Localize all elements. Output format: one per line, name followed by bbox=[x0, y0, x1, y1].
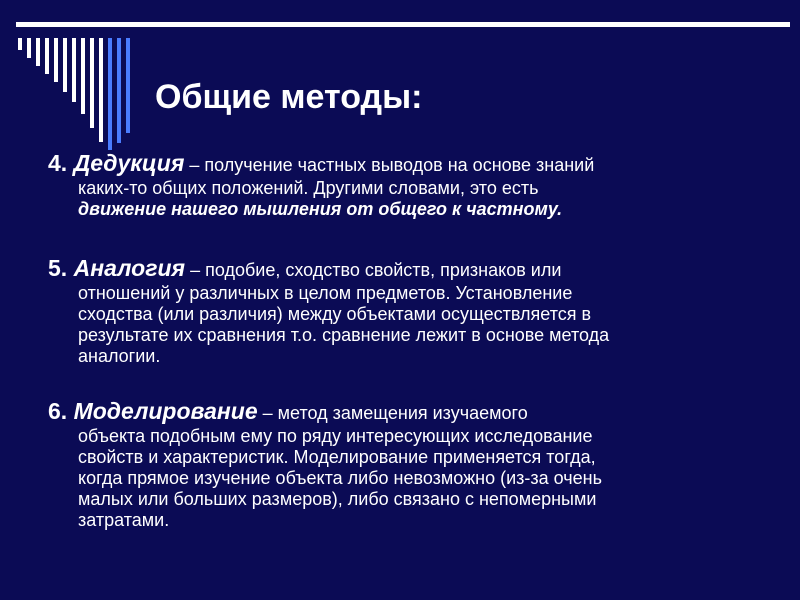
item-term: Дедукция bbox=[73, 150, 185, 176]
item-deduction bbox=[48, 150, 594, 220]
item-analogy bbox=[48, 255, 609, 367]
item-lead: – подобие, сходство свойств, признаков или bbox=[185, 260, 562, 280]
item-line: каких-то общих положений. Другими словами, это есть bbox=[78, 178, 539, 198]
decorative-stripes bbox=[0, 0, 140, 160]
item-lead: – получение частных выводов на основе знаний bbox=[184, 155, 595, 175]
item-line: аналогии. bbox=[78, 346, 161, 366]
item-emphasis: движение нашего мышления от общего к частному. bbox=[78, 199, 563, 219]
item-line: когда прямое изучение объекта либо невозможно (из-за очень bbox=[78, 468, 602, 488]
item-term: Аналогия bbox=[73, 255, 186, 281]
item-line: результате их сравнения т.о. сравнение лежит в основе метода bbox=[78, 325, 610, 345]
item-lead: – метод замещения изучаемого bbox=[257, 403, 528, 423]
item-line: свойств и характеристик. Моделирование применяется тогда, bbox=[78, 447, 596, 467]
item-number: 6. bbox=[48, 398, 68, 424]
slide-title: Общие методы: bbox=[155, 78, 423, 116]
item-line: сходства (или различия) между объектами осуществляется в bbox=[78, 304, 592, 324]
item-line: малых или больших размеров), либо связано с непомерными bbox=[78, 489, 597, 509]
item-line: отношений у различных в целом предметов. Установление bbox=[78, 283, 573, 303]
item-line: объекта подобным ему по ряду интересующих исследование bbox=[78, 426, 593, 446]
item-modeling bbox=[48, 398, 602, 531]
item-number: 5. bbox=[48, 255, 68, 281]
item-number: 4. bbox=[48, 150, 68, 176]
item-term: Моделирование bbox=[73, 398, 258, 424]
item-line: затратами. bbox=[78, 510, 170, 530]
